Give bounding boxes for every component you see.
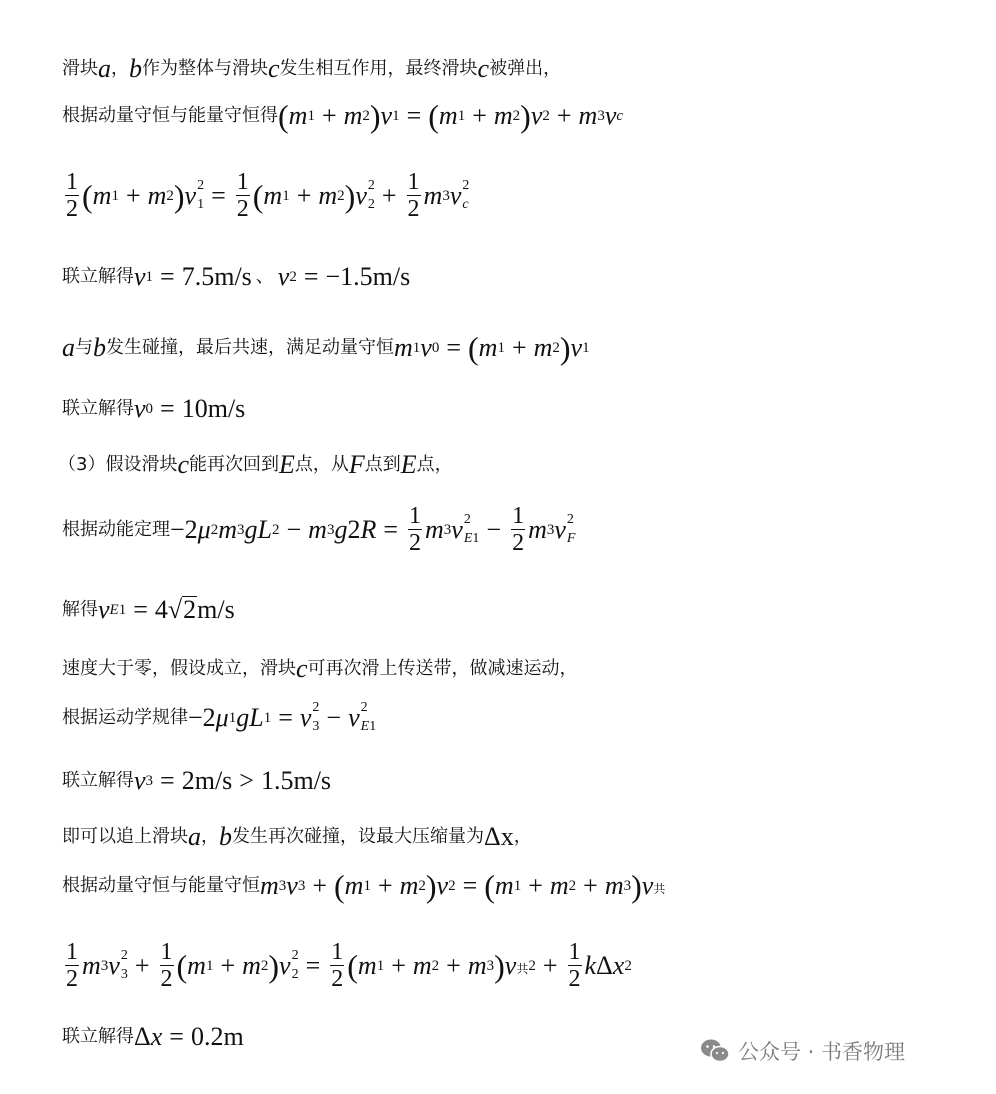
text-line-6: 联立解得 v 0 = 10m/s [62,394,246,423]
text-line-12: 联立解得 v 3 = 2m/s > 1.5m/s [62,766,332,795]
wechat-watermark: 公众号 · 书香物理 [700,1036,905,1066]
text-line-7: （3）假设滑块 c 能再次回到 E 点，从 F 点到 E 点， [58,450,453,479]
equation-work-energy: −2 μ 2 m 3 g L 2 − m 3 g 2 R = $\frac{1}{2}$ m 3 v 2 E1 − $\frac{1}{2}$ m 3 v 2 F [170,503,576,556]
text-line-13: 即可以追上滑块 a ， b 发生再次碰撞，设最大压缩量为 Δx ， [62,822,532,851]
equation-momentum-1: ( m 1 + m 2 ) v 1 = ( m 1 + m 2 ) v 2 + m 3 v c [278,98,624,134]
text-line-10: 速度大于零，假设成立，滑块 c 可再次滑上传送带，做减速运动， [62,654,578,683]
text-line-8: 根据动能定理 −2 μ 2 m 3 g L 2 − m 3 g 2 R = $\frac{1}{2}$ m 3 v 2 E1 − $\frac{1}{2}$ m 3 v 2 F [62,503,576,556]
text-line-4: 联立解得 v 1 = 7.5m/s 、 v 2 = −1.5m/s [62,262,411,291]
text-line-9: 解得 v E1 = 4 √ 2 m/s [62,594,235,624]
equation-momentum-2: m 3 v 3 + ( m 1 + m 2 ) v 2 = ( m 1 + m 2 + m 3 ) v $_共$ [260,868,666,904]
text-line-11: 根据运动学规律 −2 μ 1 g L 1 = v 2 3 − v 2 E1 [62,700,377,734]
wechat-icon [700,1038,730,1064]
equation-energy-1: $\frac{1}{2}$ ( m 1 + m 2 ) v 2 1 = $\frac{1}{2}$ ( m 1 + m 2 ) v 2 2 + $\frac{1}{2}$ m 3 v 2 c [66,169,470,222]
text-line-16: 联立解得 Δ x = 0.2m [62,1022,244,1051]
equation-energy-2: $\frac{1}{2}$ m 3 v 2 3 + $\frac{1}{2}$ ( m 1 + m 2 ) v 2 2 = $\frac{1}{2}$ ( m 1 + m 2 + m 3 ) v $_共$ 2 + $\frac{1}{2}$ k Δ x 2 [66,939,632,992]
equation-kinematics: −2 μ 1 g L 1 = v 2 3 − v 2 E1 [188,700,377,734]
text-line-1: 滑块 a ， b 作为整体与滑块 c 发生相互作用，最终滑块 c 被弹出， [62,54,562,83]
text-line-5: a 与 b 发生碰撞，最后共速，满足动量守恒 m 1 v 0 = ( m 1 + m 2 ) v 1 [62,330,590,366]
equation-momentum-ab: m 1 v 0 = ( m 1 + m 2 ) v 1 [394,330,590,366]
text-line-14: 根据动量守恒与能量守恒 m 3 v 3 + ( m 1 + m 2 ) v 2 = ( m 1 + m 2 + m 3 ) v $_共$ [62,868,666,904]
text-line-2: 根据动量守恒与能量守恒得 ( m 1 + m 2 ) v 1 = ( m 1 + m 2 ) v 2 + m 3 v c [62,98,624,134]
